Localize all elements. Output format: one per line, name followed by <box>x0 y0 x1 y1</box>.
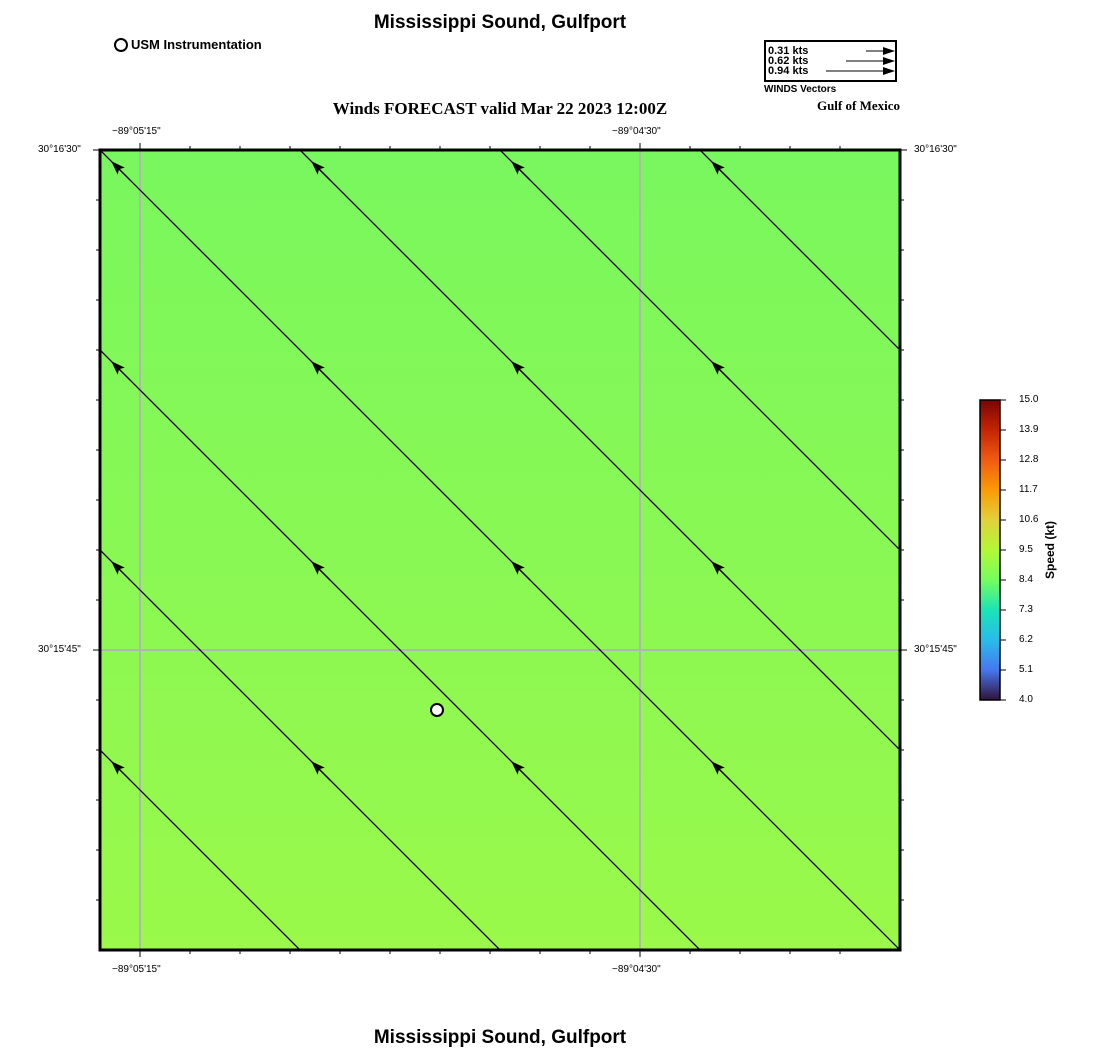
colorbar-tick-label: 11.7 <box>1019 484 1038 495</box>
lat-tick-label: 30°16'30" <box>914 144 957 155</box>
colorbar-title: Speed (kt) <box>1043 520 1057 580</box>
vector-legend-entry: 0.62 kts <box>768 55 809 67</box>
region-label: Gulf of Mexico <box>816 98 900 113</box>
lat-tick-label: 30°15'45" <box>38 644 81 655</box>
lon-tick-label: −89°04'30" <box>612 964 661 975</box>
colorbar-tick-label: 8.4 <box>1019 574 1033 585</box>
colorbar <box>980 400 1000 700</box>
vector-legend-entry: 0.94 kts <box>768 65 809 77</box>
colorbar-tick-label: 10.6 <box>1019 514 1039 525</box>
colorbar-ticks <box>1000 400 1006 700</box>
vector-legend-entry: 0.31 kts <box>768 45 809 57</box>
lon-tick-label: −89°05'15" <box>112 126 161 137</box>
colorbar-tick-label: 13.9 <box>1019 424 1039 435</box>
colorbar-tick-label: 12.8 <box>1019 454 1039 465</box>
colorbar-tick-label: 9.5 <box>1019 544 1033 555</box>
colorbar-tick-label: 4.0 <box>1019 694 1033 705</box>
station-marker[interactable] <box>431 704 443 716</box>
lat-tick-label: 30°16'30" <box>38 144 81 155</box>
colorbar-tick-label: 5.1 <box>1019 664 1033 675</box>
lat-tick-label: 30°15'45" <box>914 644 957 655</box>
colorbar-tick-label: 15.0 <box>1019 394 1039 405</box>
lon-tick-label: −89°04'30" <box>612 126 661 137</box>
lon-tick-label: −89°05'15" <box>112 964 161 975</box>
station-legend-label: USM Instrumentation <box>131 37 262 52</box>
footer-title: Mississippi Sound, Gulfport <box>373 1027 627 1048</box>
colorbar-tick-label: 7.3 <box>1019 604 1033 615</box>
vector-legend-caption: WINDS Vectors <box>764 84 837 95</box>
forecast-subtitle: Winds FORECAST valid Mar 22 2023 12:00Z <box>332 99 668 118</box>
map-title: Mississippi Sound, Gulfport <box>373 12 627 33</box>
colorbar-tick-label: 6.2 <box>1019 634 1033 645</box>
